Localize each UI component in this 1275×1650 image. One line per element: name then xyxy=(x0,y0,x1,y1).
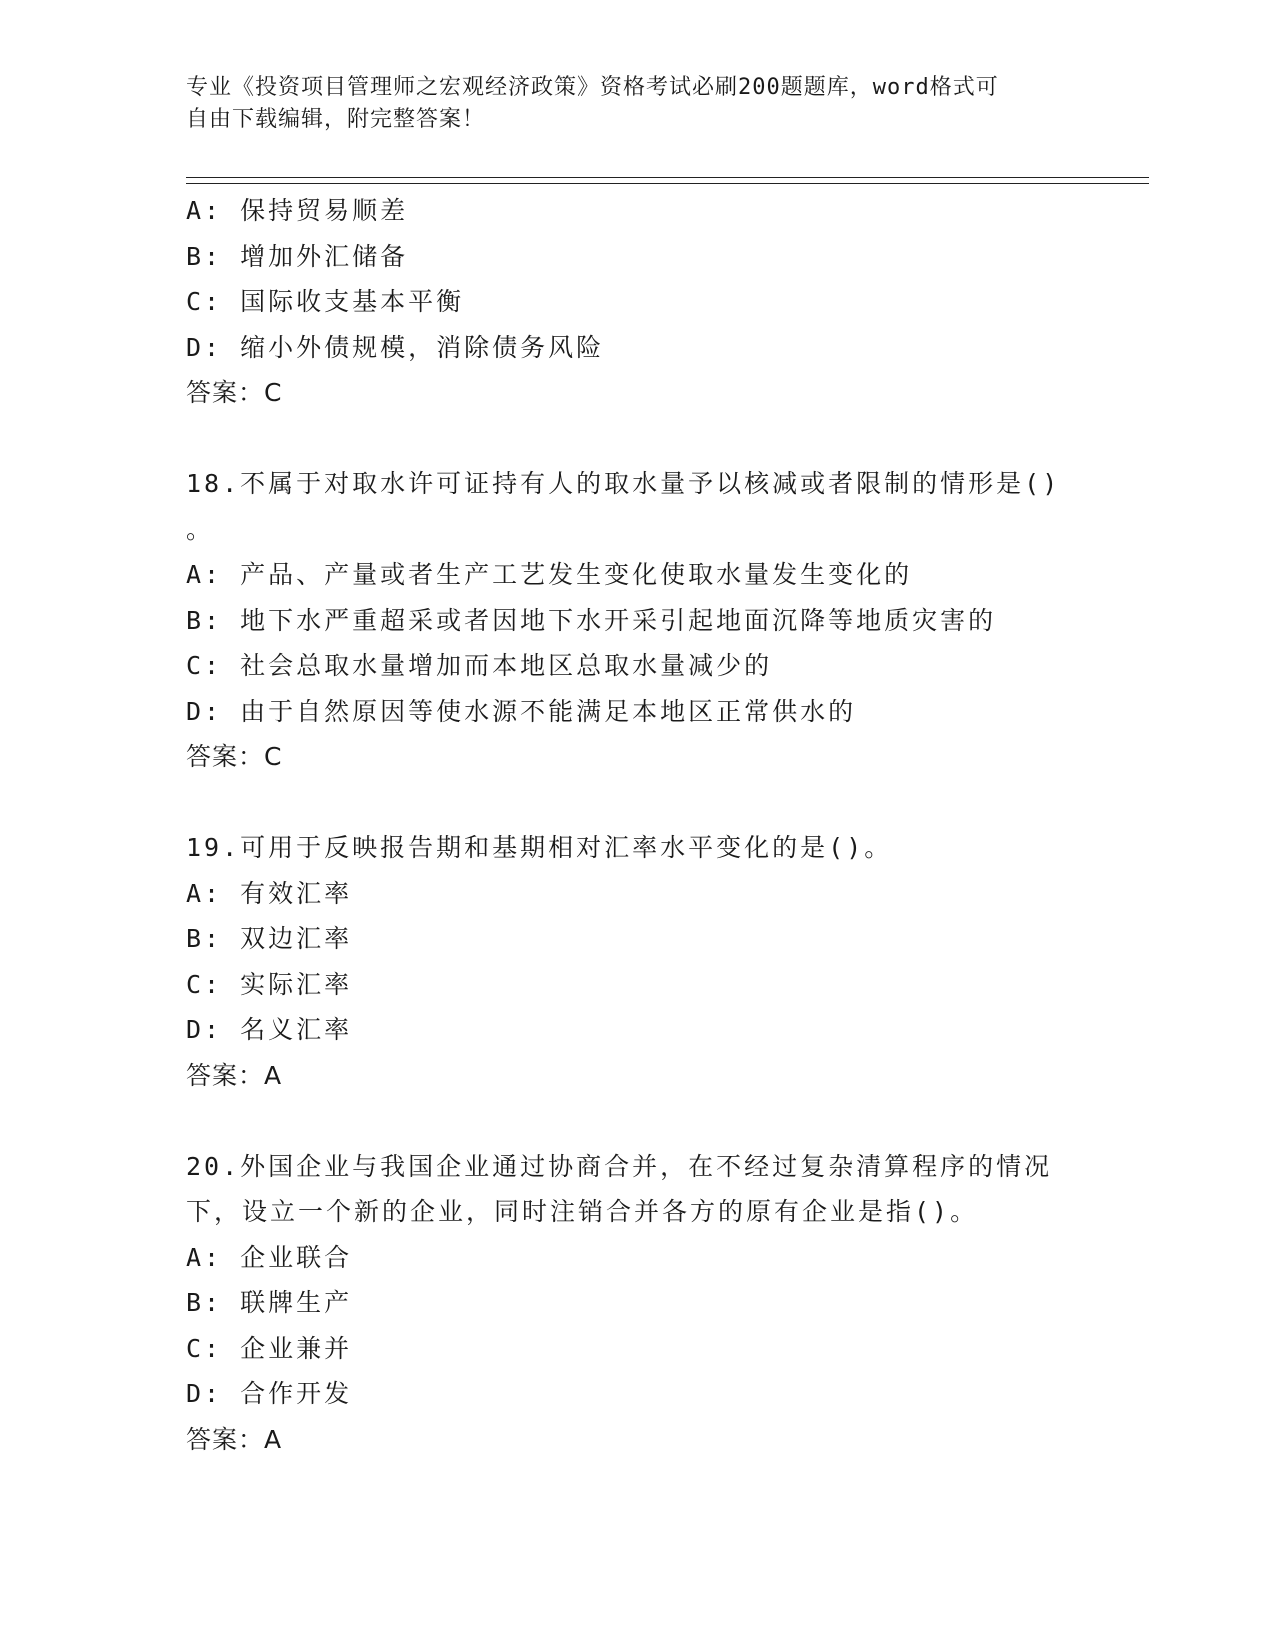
answer: 答案：A xyxy=(186,1060,283,1090)
option-b: B: 地下水严重超采或者因地下水开采引起地面沉降等地质灾害的 xyxy=(186,605,997,635)
option-c: C: 企业兼并 xyxy=(186,1333,353,1363)
question-stem: 18.不属于对取水许可证持有人的取水量予以核减或者限制的情形是() xyxy=(186,469,1061,498)
option-b: B: 增加外汇储备 xyxy=(186,241,409,271)
document-header xyxy=(186,72,1066,136)
header-divider-bottom xyxy=(186,183,1149,184)
option-d: D: 缩小外债规模，消除债务风险 xyxy=(186,332,605,362)
option-a: A: 企业联合 xyxy=(186,1242,353,1272)
spacer xyxy=(186,416,1086,462)
spacer xyxy=(186,1098,1086,1144)
option-d: D: 名义汇率 xyxy=(186,1015,353,1044)
question-18-block xyxy=(186,461,1086,780)
question-20-block xyxy=(186,1144,1086,1463)
question-stem-continued: 下，设立一个新的企业，同时注销合并各方的原有企业是指()。 xyxy=(186,1197,979,1226)
question-stem: 19.可用于反映报告期和基期相对汇率水平变化的是()。 xyxy=(186,833,893,862)
option-a: A: 有效汇率 xyxy=(186,878,353,908)
spacer xyxy=(186,780,1086,826)
option-c: C: 国际收支基本平衡 xyxy=(186,287,465,316)
option-b: B: 双边汇率 xyxy=(186,924,353,953)
question-17-block xyxy=(186,188,1086,416)
option-a: A: 保持贸易顺差 xyxy=(186,196,409,225)
question-stem-continued: 。 xyxy=(186,514,215,544)
header-line-2: 自由下载编辑，附完整答案！ xyxy=(186,107,486,132)
option-c: C: 实际汇率 xyxy=(186,969,353,999)
question-19-block xyxy=(186,825,1086,1098)
answer: 答案：A xyxy=(186,1424,283,1454)
header-line-1: 专业《投资项目管理师之宏观经济政策》资格考试必刷200题题库，word格式可 xyxy=(186,75,999,100)
option-a: A: 产品、产量或者生产工艺发生变化使取水量发生变化的 xyxy=(186,560,913,589)
header-divider-top xyxy=(186,177,1149,178)
answer: 答案：C xyxy=(186,378,283,407)
option-d: D: 由于自然原因等使水源不能满足本地区正常供水的 xyxy=(186,696,857,726)
question-stem: 20.外国企业与我国企业通过协商合并，在不经过复杂清算程序的情况 xyxy=(186,1151,1053,1181)
option-c: C: 社会总取水量增加而本地区总取水量减少的 xyxy=(186,651,773,680)
option-b: B: 联牌生产 xyxy=(186,1288,353,1317)
answer: 答案：C xyxy=(186,742,283,771)
question-list xyxy=(186,188,1086,1462)
option-d: D: 合作开发 xyxy=(186,1379,353,1408)
